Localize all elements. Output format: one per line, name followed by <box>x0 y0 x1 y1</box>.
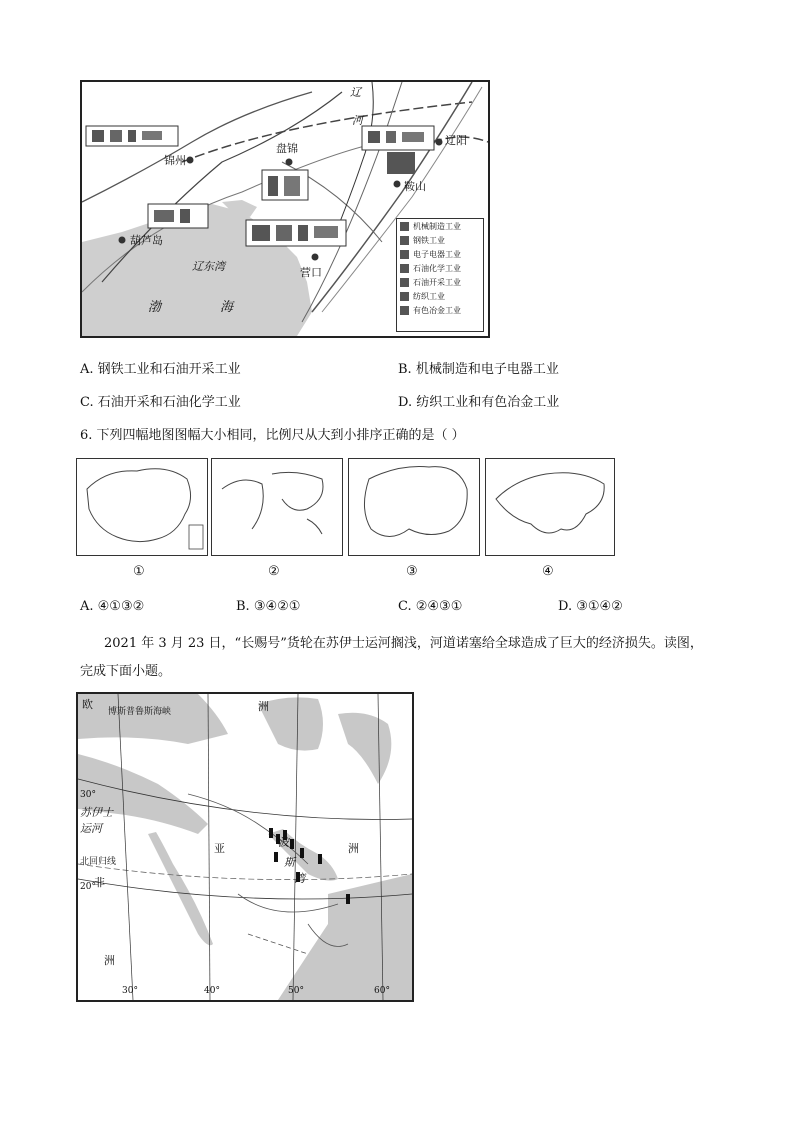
label-lon50: 50° <box>288 986 304 996</box>
legend-item: 石油开采工业 <box>397 275 483 289</box>
label-zhou-top: 洲 <box>258 700 269 713</box>
label-hai: 海 <box>220 300 234 315</box>
label-zhou-right: 洲 <box>348 842 359 855</box>
q5-option-b[interactable]: B. 机械制造和电子电器工业 <box>398 362 559 377</box>
map-northeast <box>348 458 480 556</box>
legend-item: 石油化学工业 <box>397 261 483 275</box>
map-china <box>76 458 208 556</box>
legend-item: 电子电器工业 <box>397 247 483 261</box>
q6-option-d[interactable]: D. ③①④② <box>558 599 623 614</box>
label-liao: 辽 <box>350 86 361 99</box>
label-lat20: 20° <box>80 882 96 892</box>
steel-icon <box>400 236 409 245</box>
caption-1: ① <box>133 564 145 579</box>
caption-3: ③ <box>406 564 418 579</box>
q5-option-a[interactable]: A. 钢铁工业和石油开采工业 <box>80 362 241 377</box>
label-lon30: 30° <box>122 986 138 996</box>
legend-item: 机械制造工业 <box>397 219 483 233</box>
map-world <box>211 458 343 556</box>
yingkou-dot <box>312 254 319 261</box>
label-huludao: 葫芦岛 <box>130 234 163 247</box>
label-tropic: 北回归线 <box>80 857 117 867</box>
label-he: 河 <box>352 114 363 127</box>
industry-legend <box>396 218 484 332</box>
label-yingkou: 营口 <box>300 266 322 279</box>
label-lon60: 60° <box>374 986 390 996</box>
label-persian-wan: 湾 <box>294 872 305 885</box>
legend-item: 纺织工业 <box>397 289 483 303</box>
label-jinzhou: 锦州 <box>164 154 186 167</box>
q6-option-c[interactable]: C. ②④③① <box>398 599 463 614</box>
label-lat30: 30° <box>80 790 96 800</box>
gear-icon <box>400 222 409 231</box>
map-asia <box>485 458 615 556</box>
jinzhou-dot <box>187 157 194 164</box>
q6-stem: 6. 下列四幅地图图幅大小相同，比例尺从大到小排序正确的是（ ） <box>80 428 465 443</box>
label-panjin: 盘锦 <box>276 142 298 155</box>
label-anshan: 鞍山 <box>404 180 426 193</box>
oil-derrick-icon <box>400 278 409 287</box>
panjin-dot <box>286 159 293 166</box>
q6-option-a[interactable]: A. ④①③② <box>80 599 145 614</box>
label-liaoyang: 辽阳 <box>445 134 467 147</box>
caption-2: ② <box>268 564 280 579</box>
label-ya: 亚 <box>214 842 225 855</box>
label-zhou-left: 洲 <box>104 954 115 967</box>
passage-line-2: 完成下面小题。 <box>80 664 172 679</box>
middle-east-map <box>76 692 414 1002</box>
label-persian-si: 斯 <box>284 856 295 869</box>
caption-4: ④ <box>542 564 554 579</box>
label-suez: 苏伊士 <box>80 806 113 819</box>
q6-option-b[interactable]: B. ③④②① <box>236 599 301 614</box>
label-liaodongwan: 辽东湾 <box>192 260 225 273</box>
anshan-dot <box>394 181 401 188</box>
huludao-dot <box>119 237 126 244</box>
chemical-icon <box>400 264 409 273</box>
q5-option-c[interactable]: C. 石油开采和石油化学工业 <box>80 395 241 410</box>
monitor-icon <box>400 250 409 259</box>
liaoyang-dot <box>436 139 443 146</box>
legend-item: 钢铁工业 <box>397 233 483 247</box>
label-canal: 运河 <box>80 822 102 835</box>
industry-map <box>80 80 490 338</box>
label-bo: 渤 <box>148 300 162 315</box>
textile-icon <box>400 292 409 301</box>
label-strait: 博斯普鲁斯海峡 <box>108 707 172 717</box>
label-ou: 欧 <box>82 698 93 711</box>
label-lon40: 40° <box>204 986 220 996</box>
passage-line-1: 2021 年 3 月 23 日，“长赐号”货轮在苏伊士运河搁浅，河道诺塞给全球造成了巨大的经济损失。读图， <box>104 636 703 651</box>
metal-ingot-icon <box>400 306 409 315</box>
label-persian-bo: 波 <box>278 836 289 849</box>
label-fei: 非 <box>94 876 105 889</box>
q5-option-d[interactable]: D. 纺织工业和有色冶金工业 <box>398 395 560 410</box>
middle-east-map-graphic <box>78 694 412 1000</box>
legend-item: 有色冶金工业 <box>397 303 483 317</box>
